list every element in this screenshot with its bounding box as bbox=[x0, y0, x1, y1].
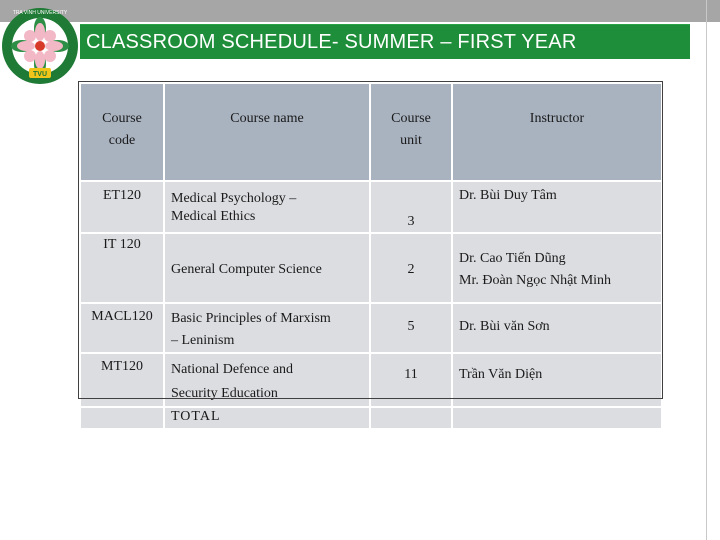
course-code-cell: MT120 bbox=[80, 353, 164, 407]
course-name-cell: National Defence and Security Education bbox=[164, 353, 370, 407]
course-code-cell: MACL120 bbox=[80, 303, 164, 353]
university-logo bbox=[0, 0, 80, 92]
table-total-row bbox=[80, 407, 662, 429]
header-course-name: Course name bbox=[164, 83, 370, 181]
table-row bbox=[80, 233, 662, 303]
schedule-table bbox=[79, 82, 663, 430]
table-row bbox=[80, 181, 662, 233]
course-name-cell: Basic Principles of Marxism – Leninism bbox=[164, 303, 370, 353]
instructor-cell: Dr. Bùi văn Sơn bbox=[452, 303, 662, 353]
title-bar bbox=[80, 24, 690, 59]
header-course-code: Course code bbox=[80, 83, 164, 181]
table-header-row bbox=[80, 83, 662, 181]
logo-ring-text: TRA VINH UNIVERSITY bbox=[12, 10, 68, 16]
instructor-cell: Dr. Bùi Duy Tâm bbox=[452, 181, 662, 233]
total-empty-cell bbox=[452, 407, 662, 429]
total-label: TOTAL bbox=[164, 407, 370, 429]
top-strip bbox=[0, 0, 720, 22]
course-unit-cell: 3 bbox=[370, 181, 452, 233]
page-title: CLASSROOM SCHEDULE- SUMMER – FIRST YEAR bbox=[86, 31, 577, 53]
course-unit-cell: 11 bbox=[370, 353, 452, 407]
course-unit-cell: 2 bbox=[370, 233, 452, 303]
course-code-cell: IT 120 bbox=[80, 233, 164, 303]
instructor-cell: Trần Văn Diện bbox=[452, 353, 662, 407]
course-name-cell: Medical Psychology – Medical Ethics bbox=[164, 181, 370, 233]
course-unit-cell: 5 bbox=[370, 303, 452, 353]
total-empty-cell bbox=[80, 407, 164, 429]
logo-badge-text: TVU bbox=[33, 71, 47, 78]
right-divider bbox=[706, 0, 707, 540]
course-code-cell: ET120 bbox=[80, 181, 164, 233]
course-name-cell: General Computer Science bbox=[164, 233, 370, 303]
instructor-cell: Dr. Cao Tiến Dũng Mr. Đoàn Ngọc Nhật Minh bbox=[452, 233, 662, 303]
total-empty-cell bbox=[370, 407, 452, 429]
table-row bbox=[80, 303, 662, 353]
header-instructor: Instructor bbox=[452, 83, 662, 181]
table-row bbox=[80, 353, 662, 407]
header-course-unit: Course unit bbox=[370, 83, 452, 181]
